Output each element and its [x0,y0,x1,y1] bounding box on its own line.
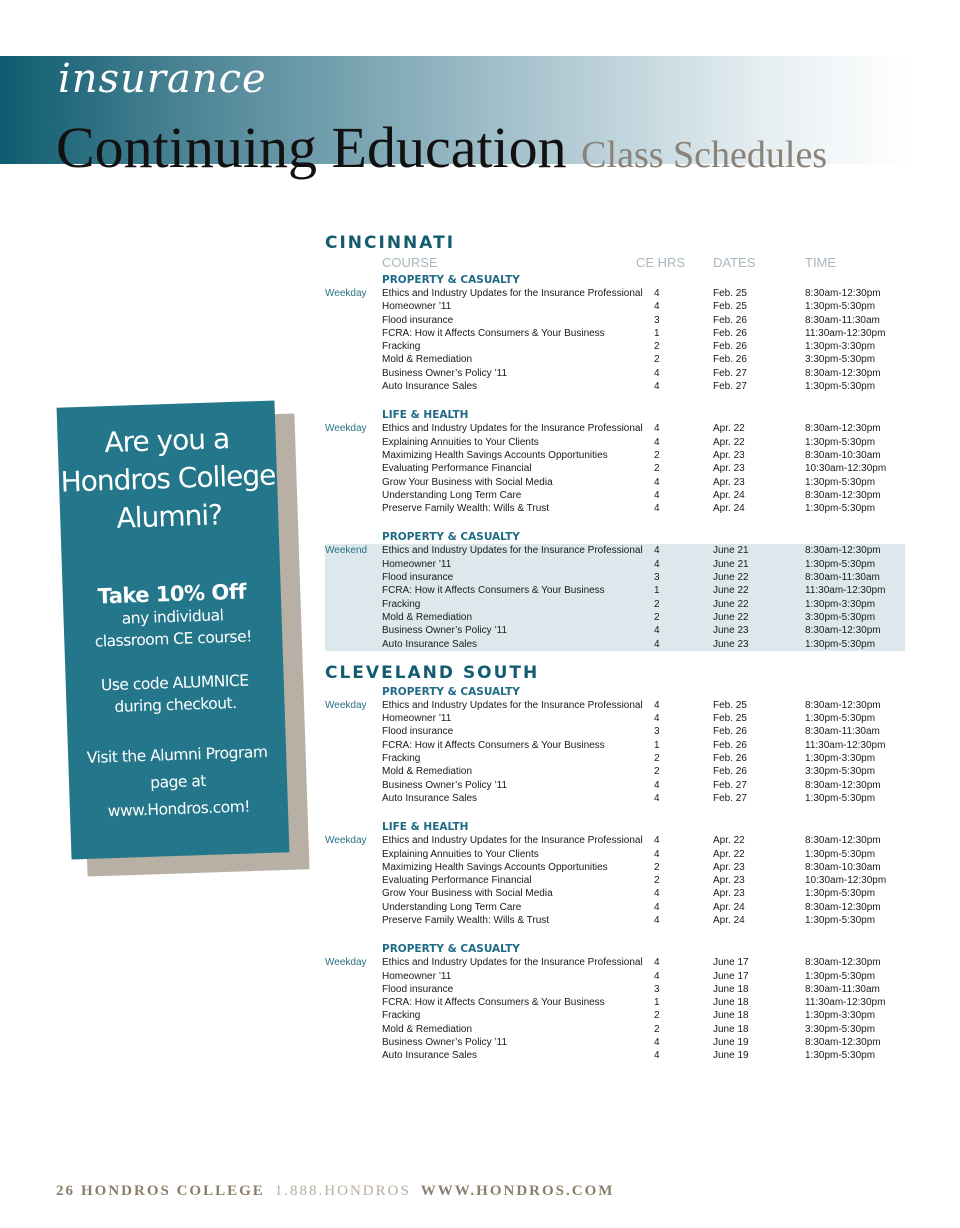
ce-hours: 4 [654,545,660,557]
course-name: Homeowner ’11 [382,301,452,313]
class-date: Apr. 24 [713,901,745,913]
class-date: June 22 [713,611,749,623]
table-row [325,1023,905,1036]
table-row [325,765,905,778]
column-header-course: COURSE [382,255,438,270]
class-date: Feb. 25 [713,301,747,313]
ce-hours: 4 [654,423,660,435]
course-name: Mold & Remediation [382,1023,473,1035]
class-time: 8:30am-11:30am [805,572,880,584]
ce-hours: 1 [654,327,660,339]
course-name: Explaining Annuities to Your Clients [382,436,539,448]
course-name: Ethics and Industry Updates for the Insurance Professional [382,957,643,969]
table-row [325,611,905,624]
ce-hours: 3 [654,314,660,326]
ce-hours: 4 [654,489,660,501]
ce-hours: 4 [654,558,660,570]
day-type-label: Weekday [325,288,367,299]
ce-hours: 2 [654,341,660,353]
class-date: June 22 [713,598,749,610]
course-name: Understanding Long Term Care [382,901,522,913]
ce-hours: 4 [654,779,660,791]
column-header-dates: DATES [713,255,756,270]
course-name: Auto Insurance Sales [382,381,478,393]
promo-question-line: Hondros College [60,458,276,499]
class-time: 8:30am-12:30pm [805,957,881,969]
table-row [325,638,905,651]
class-time: 1:30pm-5:30pm [805,713,876,725]
class-time: 11:30am-12:30pm [805,585,886,597]
page-footer [56,1183,614,1200]
class-date: June 19 [713,1037,749,1049]
class-date: June 17 [713,970,749,982]
course-name: Business Owner’s Policy ’11 [382,779,508,791]
table-row [325,353,905,366]
category-heading: LIFE & HEALTH [382,821,469,834]
course-name: Flood insurance [382,726,454,738]
class-time: 8:30am-10:30am [805,861,881,873]
table-row [325,544,905,557]
class-time: 8:30am-12:30pm [805,288,881,299]
course-name: Flood insurance [382,572,454,584]
promo-visit-line: page at [149,771,207,792]
class-date: Feb. 26 [713,314,747,326]
class-time: 8:30am-10:30am [805,449,881,461]
class-date: Apr. 23 [713,875,745,887]
footer-phone: 1.888.HONDROS [274,1183,411,1199]
table-row [325,1009,905,1022]
table-row [325,436,905,449]
ce-hours: 4 [654,848,660,860]
course-name: Grow Your Business with Social Media [382,888,553,900]
course-name: Business Owner’s Policy ’11 [382,1037,508,1049]
ce-hours: 2 [654,611,660,623]
class-time: 8:30am-12:30pm [805,901,881,913]
ce-hours: 3 [654,726,660,738]
ce-hours: 2 [654,861,660,873]
class-date: Apr. 23 [713,449,745,461]
class-date: June 18 [713,997,749,1009]
table-row [325,314,905,327]
table-row [325,848,905,861]
course-name: Evaluating Performance Financial [382,875,532,887]
table-row [325,834,905,847]
column-header-hrs: CE HRS [636,255,686,270]
course-name: Grow Your Business with Social Media [382,476,553,488]
table-row [325,914,905,927]
course-name: Ethics and Industry Updates for the Insurance Professional [382,288,643,299]
promo-code-line: Use code ALUMNICE [100,671,249,695]
page-number: 26 [56,1183,75,1199]
class-time: 1:30pm-5:30pm [805,970,876,982]
ce-hours: 4 [654,1037,660,1049]
class-date: Feb. 26 [713,341,747,353]
class-time: 1:30pm-5:30pm [805,638,876,650]
class-date: Feb. 26 [713,766,747,778]
promo-offer-line: classroom CE course! [94,627,253,651]
class-time: 1:30pm-5:30pm [805,558,876,570]
page-subtitle: Class Schedules [581,134,828,176]
table-row [325,449,905,462]
ce-hours: 3 [654,572,660,584]
class-time: 1:30pm-3:30pm [805,1010,876,1022]
alumni-promo-box [57,401,290,860]
spacer [325,927,905,942]
day-type-label: Weekday [325,699,367,711]
ce-hours: 2 [654,463,660,475]
course-name: Explaining Annuities to Your Clients [382,848,539,860]
table-row [325,502,905,515]
spacer [325,393,905,408]
class-date: June 22 [713,585,749,597]
table-row [325,571,905,584]
class-time: 1:30pm-5:30pm [805,1050,876,1062]
class-date: Feb. 25 [713,288,747,299]
ce-hours: 4 [654,301,660,313]
class-time: 8:30am-11:30am [805,983,880,995]
class-time: 8:30am-12:30pm [805,625,881,637]
ce-hours: 2 [654,753,660,765]
day-type-label: Weekend [325,545,368,557]
column-headers [325,255,905,273]
class-time: 1:30pm-3:30pm [805,753,876,765]
class-date: Apr. 23 [713,476,745,488]
ce-hours: 4 [654,713,660,725]
category-heading: LIFE & HEALTH [382,409,469,422]
course-name: Flood insurance [382,983,454,995]
day-type-label: Weekday [325,835,367,847]
class-date: Feb. 26 [713,739,747,751]
course-name: Auto Insurance Sales [382,1050,478,1062]
course-name: Ethics and Industry Updates for the Insurance Professional [382,835,643,847]
course-name: Mold & Remediation [382,354,473,366]
footer-college: HONDROS COLLEGE [81,1183,265,1199]
class-time: 1:30pm-5:30pm [805,888,876,900]
class-date: Feb. 27 [713,779,747,791]
class-time: 8:30am-11:30am [805,314,880,326]
class-time: 8:30am-12:30pm [805,367,881,379]
class-time: 1:30pm-5:30pm [805,381,876,393]
table-row [325,380,905,393]
table-row [325,861,905,874]
class-date: Feb. 26 [713,753,747,765]
table-row [325,887,905,900]
page-title [56,114,827,181]
table-row [325,792,905,805]
class-date: June 18 [713,1023,749,1035]
course-name: FCRA: How it Affects Consumers & Your Business [382,327,605,339]
table-row [325,624,905,637]
course-name: Mold & Remediation [382,611,473,623]
class-date: June 22 [713,572,749,584]
class-date: Apr. 23 [713,888,745,900]
class-time: 11:30am-12:30pm [805,327,886,339]
class-date: Apr. 24 [713,489,745,501]
course-name: Fracking [382,341,421,353]
ce-hours: 4 [654,914,660,926]
course-name: Fracking [382,598,421,610]
course-name: Homeowner ’11 [382,558,452,570]
course-name: FCRA: How it Affects Consumers & Your Business [382,739,605,751]
class-time: 8:30am-12:30pm [805,835,881,847]
course-name: Fracking [382,753,421,765]
ce-hours: 2 [654,449,660,461]
class-date: Feb. 26 [713,726,747,738]
course-name: Fracking [382,1010,421,1022]
class-date: Apr. 22 [713,423,745,435]
class-date: Feb. 27 [713,367,747,379]
class-time: 3:30pm-5:30pm [805,611,876,623]
ce-hours: 1 [654,585,660,597]
class-date: June 21 [713,558,749,570]
class-time: 8:30am-12:30pm [805,423,881,435]
table-row [325,970,905,983]
table-row [325,996,905,1009]
ce-hours: 4 [654,888,660,900]
class-time: 8:30am-12:30pm [805,545,881,557]
ce-hours: 4 [654,792,660,804]
class-time: 8:30am-12:30pm [805,699,881,711]
ce-hours: 4 [654,503,660,515]
ce-hours: 4 [654,625,660,637]
day-type-label: Weekday [325,423,367,435]
table-row [325,489,905,502]
course-name: FCRA: How it Affects Consumers & Your Business [382,585,605,597]
table-row [325,699,905,712]
class-date: Apr. 23 [713,463,745,475]
class-date: June 23 [713,625,749,637]
city-heading: CLEVELAND SOUTH [325,662,540,683]
ce-hours: 4 [654,699,660,711]
table-row [325,983,905,996]
table-row [325,956,905,969]
ce-hours: 4 [654,970,660,982]
course-name: Business Owner’s Policy ’11 [382,625,508,637]
class-date: June 18 [713,983,749,995]
promo-visit-link[interactable]: www.Hondros.com! [107,797,251,821]
table-row [325,779,905,792]
class-date: Feb. 26 [713,354,747,366]
table-row [325,327,905,340]
class-time: 1:30pm-5:30pm [805,503,876,515]
course-name: Maximizing Health Savings Accounts Opportunities [382,861,608,873]
ce-hours: 4 [654,901,660,913]
promo-offer: Take 10% Off [97,579,247,609]
course-name: Preserve Family Wealth: Wills & Trust [382,503,550,515]
city-heading: CINCINNATI [325,233,456,253]
class-date: Apr. 24 [713,503,745,515]
table-row [325,367,905,380]
ce-hours: 4 [654,957,660,969]
ce-hours: 1 [654,997,660,1009]
promo-question-line: Alumni? [116,498,223,535]
class-time: 1:30pm-5:30pm [805,301,876,313]
ce-hours: 4 [654,638,660,650]
class-schedule [325,232,905,1063]
ce-hours: 2 [654,1023,660,1035]
class-date: Feb. 25 [713,713,747,725]
ce-hours: 1 [654,739,660,751]
page-title-main: Continuing Education [56,115,567,180]
class-time: 10:30am-12:30pm [805,463,887,475]
section-kicker: insurance [58,56,267,102]
ce-hours: 4 [654,476,660,488]
class-time: 1:30pm-5:30pm [805,476,876,488]
class-date: Apr. 22 [713,436,745,448]
class-date: Apr. 24 [713,914,745,926]
spacer [325,651,905,662]
table-row [325,462,905,475]
table-row [325,725,905,738]
course-name: Ethics and Industry Updates for the Insurance Professional [382,423,643,435]
column-header-time: TIME [805,255,837,270]
ce-hours: 2 [654,354,660,366]
class-date: Feb. 27 [713,792,747,804]
class-date: Apr. 23 [713,861,745,873]
class-time: 1:30pm-5:30pm [805,848,876,860]
course-name: Ethics and Industry Updates for the Insurance Professional [382,699,643,711]
promo-code-line: during checkout. [114,693,237,716]
class-date: Apr. 22 [713,848,745,860]
promo-visit-line: Visit the Alumni Program [86,742,268,767]
class-time: 1:30pm-3:30pm [805,341,876,353]
table-row [325,712,905,725]
table-row [325,752,905,765]
day-type-label: Weekday [325,957,367,969]
category-heading: PROPERTY & CASUALTY [382,274,520,286]
course-name: Mold & Remediation [382,766,473,778]
class-time: 1:30pm-5:30pm [805,792,876,804]
table-row [325,584,905,597]
class-time: 1:30pm-5:30pm [805,914,876,926]
ce-hours: 2 [654,875,660,887]
class-time: 1:30pm-3:30pm [805,598,876,610]
course-name: Business Owner’s Policy ’11 [382,367,508,379]
course-name: Auto Insurance Sales [382,792,478,804]
class-date: Apr. 22 [713,835,745,847]
course-name: Understanding Long Term Care [382,489,522,501]
course-name: Maximizing Health Savings Accounts Opportunities [382,449,608,461]
category-heading: PROPERTY & CASUALTY [382,943,520,956]
ce-hours: 2 [654,766,660,778]
class-time: 8:30am-11:30am [805,726,880,738]
course-name: Flood insurance [382,314,454,326]
class-time: 1:30pm-5:30pm [805,436,876,448]
course-name: FCRA: How it Affects Consumers & Your Business [382,997,605,1009]
course-name: Auto Insurance Sales [382,638,478,650]
class-date: June 19 [713,1050,749,1062]
table-row [325,874,905,887]
promo-offer-line: any individual [121,606,224,628]
course-name: Evaluating Performance Financial [382,463,532,475]
category-heading: PROPERTY & CASUALTY [382,531,520,544]
class-time: 10:30am-12:30pm [805,875,887,887]
footer-website-link[interactable]: WWW.HONDROS.COM [420,1183,615,1199]
ce-hours: 4 [654,1050,660,1062]
ce-hours: 4 [654,835,660,847]
class-time: 8:30am-12:30pm [805,779,881,791]
class-date: Feb. 27 [713,381,747,393]
table-row [325,901,905,914]
table-row [325,340,905,353]
course-name: Homeowner ’11 [382,713,452,725]
table-row [325,300,905,313]
class-date: June 23 [713,638,749,650]
class-time: 3:30pm-5:30pm [805,766,876,778]
table-row [325,422,905,435]
class-date: Feb. 26 [713,327,747,339]
table-row [325,476,905,489]
course-name: Preserve Family Wealth: Wills & Trust [382,914,550,926]
category-heading: PROPERTY & CASUALTY [382,685,520,698]
class-time: 3:30pm-5:30pm [805,354,876,366]
course-name: Homeowner ’11 [382,970,452,982]
ce-hours: 4 [654,436,660,448]
class-date: June 17 [713,957,749,969]
class-time: 3:30pm-5:30pm [805,1023,876,1035]
class-time: 11:30am-12:30pm [805,997,886,1009]
table-row [325,598,905,611]
class-time: 8:30am-12:30pm [805,489,881,501]
class-date: June 21 [713,545,749,557]
table-row [325,739,905,752]
ce-hours: 3 [654,983,660,995]
class-date: June 18 [713,1010,749,1022]
table-row [325,1049,905,1062]
promo-question-line: Are you a [103,422,230,460]
ce-hours: 4 [654,367,660,379]
ce-hours: 2 [654,598,660,610]
ce-hours: 4 [654,381,660,393]
table-row [325,558,905,571]
table-row [325,1036,905,1049]
course-name: Ethics and Industry Updates for the Insurance Professional [382,545,643,557]
ce-hours: 4 [654,288,660,299]
ce-hours: 2 [654,1010,660,1022]
class-date: Feb. 25 [713,699,747,711]
class-time: 11:30am-12:30pm [805,739,886,751]
spacer [325,515,905,530]
table-row [325,287,905,300]
spacer [325,805,905,820]
class-time: 8:30am-12:30pm [805,1037,881,1049]
